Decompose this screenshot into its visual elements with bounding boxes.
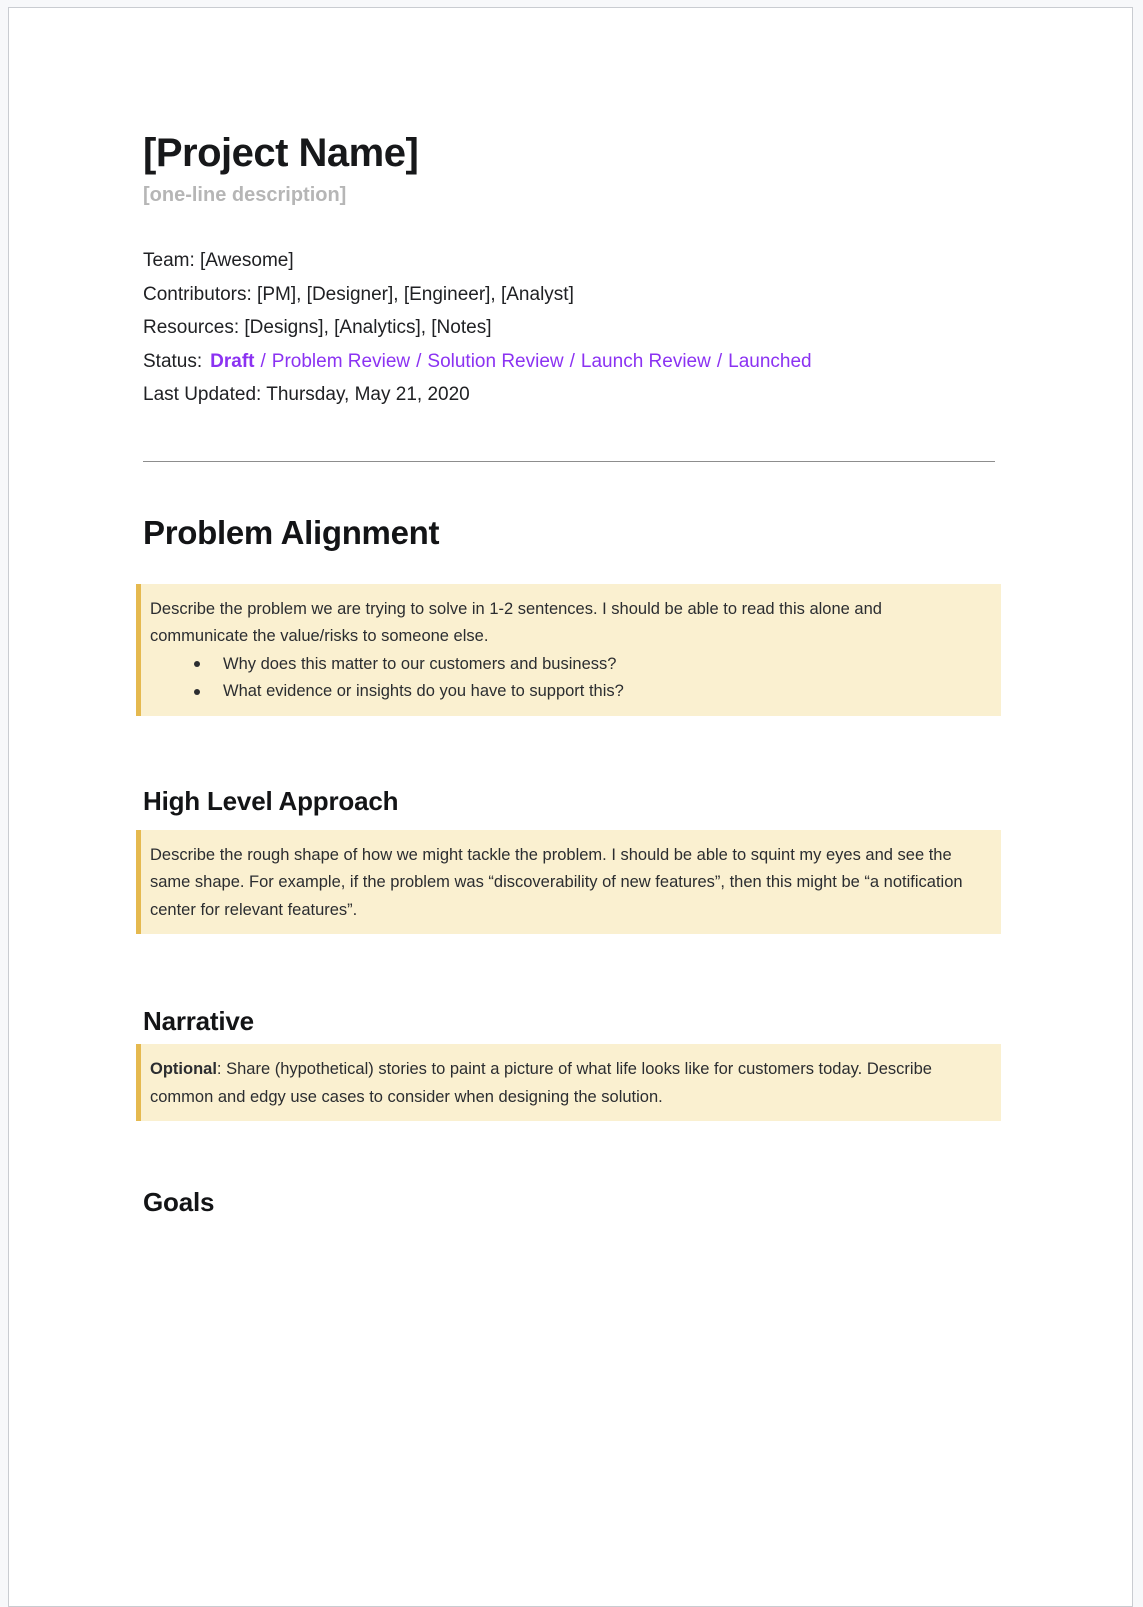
heading-high-level-approach: High Level Approach (143, 785, 399, 816)
meta-status (143, 345, 995, 379)
callout-text (150, 1056, 977, 1111)
status-link-launched[interactable]: Launched (728, 350, 812, 372)
page-subtitle: [one-line description] (143, 184, 347, 206)
heading-problem-alignment: Problem Alignment (143, 513, 440, 551)
bullet-list (150, 651, 977, 706)
status-link-problem-review[interactable]: Problem Review (271, 350, 411, 372)
heading-goals: Goals (143, 1187, 215, 1217)
meta-block (143, 244, 995, 412)
callout-text-rest: : Share (hypothetical) stories to paint a picture of what life looks like for customers today. Describe common and edgy use cases to consider when designing the solution. (150, 1060, 932, 1106)
callout-text: Describe the rough shape of how we might tackle the problem. I should be able to squint my eyes and see the same shape. For example, if the problem was “discoverability of new features”, then this might be “a notification center for relevant features”. (150, 845, 963, 919)
status-link-draft[interactable]: Draft (210, 350, 255, 372)
status-label: Status: (143, 350, 203, 372)
bullet-text: Why does this matter to our customers and business? (223, 654, 617, 673)
meta-team: Team: [Awesome] (143, 250, 294, 271)
bullet-icon (194, 689, 200, 695)
callout-high-level-approach (136, 830, 1001, 935)
status-link-launch-review[interactable]: Launch Review (580, 350, 711, 372)
divider (143, 461, 995, 462)
callout-text: Describe the problem we are trying to solve in 1-2 sentences. I should be able to read this alone and communicate the value/risks to someone else. (150, 599, 882, 645)
bullet-text: What evidence or insights do you have to support this? (223, 682, 624, 700)
document-content (143, 129, 995, 1219)
meta-contributors: Contributors: [PM], [Designer], [Engineer], [Analyst] (143, 283, 574, 305)
status-separator: / (716, 350, 723, 372)
page-title: [Project Name] (143, 131, 419, 175)
meta-last-updated: Last Updated: Thursday, May 21, 2020 (143, 384, 470, 405)
document-page (8, 7, 1133, 1607)
callout-problem-alignment (136, 584, 1001, 716)
status-separator: / (416, 350, 422, 372)
callout-bold-prefix: Optional (150, 1060, 217, 1078)
status-separator: / (260, 350, 266, 372)
status-link-solution-review[interactable]: Solution Review (427, 350, 564, 372)
status-separator: / (569, 350, 575, 372)
bullet-icon (194, 661, 200, 667)
heading-narrative: Narrative (143, 1006, 254, 1036)
callout-narrative (136, 1044, 1001, 1121)
bullet-item (150, 651, 977, 679)
bullet-item (150, 678, 977, 706)
meta-resources: Resources: [Designs], [Analytics], [Notes] (143, 317, 492, 338)
